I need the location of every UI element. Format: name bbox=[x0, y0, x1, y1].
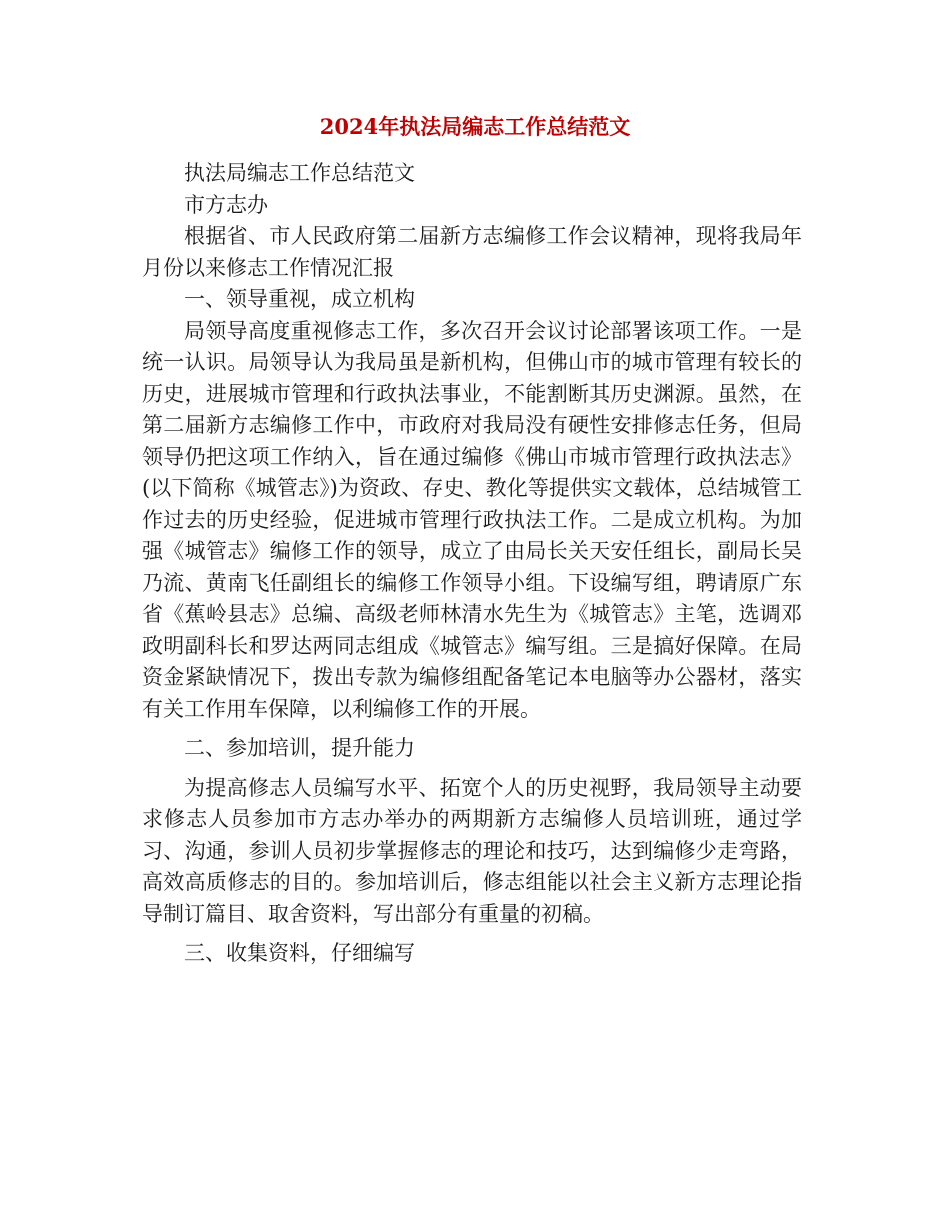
paragraph-section-2: 为提高修志人员编写水平、拓宽个人的历史视野，我局领导主动要求修志人员参加市方志办举办的两期新方志编修人员培训班，通过学习、沟通，参训人员初步掌握修志的理论和技巧，达到编修少走弯路，高效高质修志的目的。参加培训后，修志组能以社会主义新方志理论指导制订篇目、取舍资料，写出部分有重量的初稿。 bbox=[142, 775, 802, 926]
section-heading-3: 三、收集资料，仔细编写 bbox=[184, 941, 415, 965]
section-heading-1: 一、领导重视，成立机构 bbox=[184, 287, 415, 311]
section-heading-2: 二、参加培训，提升能力 bbox=[184, 736, 415, 760]
paragraph-subtitle: 执法局编志工作总结范文 bbox=[184, 161, 415, 185]
paragraph-section-1: 局领导高度重视修志工作，多次召开会议讨论部署该项工作。一是统一认识。局领导认为我局虽是新机构，但佛山市的城市管理有较长的历史，进展城市管理和行政执法事业，不能割断其历史渊源。虽然，在第二届新方志编修工作中，市政府对我局没有硬性安排修志任务，但局领导仍把这项工作纳入，旨在通过编修《佛山市城市管理行政执法志》(以下简称《城管志》)为资政、存史、教化等提供实文载体，总结城管工作过去的历史经验，促进城市管理行政执法工作。二是成立机构。为加强《城管志》编修工作的领导，成立了由局长关天安任组长，副局长吴乃流、黄南飞任副组长的编修工作领导小组。下设编写组，聘请原广东省《蕉岭县志》总编、高级老师林清水先生为《城管志》主笔，选调邓政明副科长和罗达两同志组成《城管志》编写组。三是搞好保障。在局资金紧缺情况下，拨出专款为编修组配备笔记本电脑等办公器材，落实有关工作用车保障，以利编修工作的开展。 bbox=[142, 318, 802, 721]
document-title: 2024年执法局编志工作总结范文 bbox=[319, 114, 631, 139]
paragraph-author: 市方志办 bbox=[184, 192, 268, 217]
paragraph-intro: 根据省、市人民政府第二届新方志编修工作会议精神，现将我局年 月份以来修志工作情况汇报 bbox=[142, 224, 802, 280]
document-body bbox=[142, 158, 802, 970]
